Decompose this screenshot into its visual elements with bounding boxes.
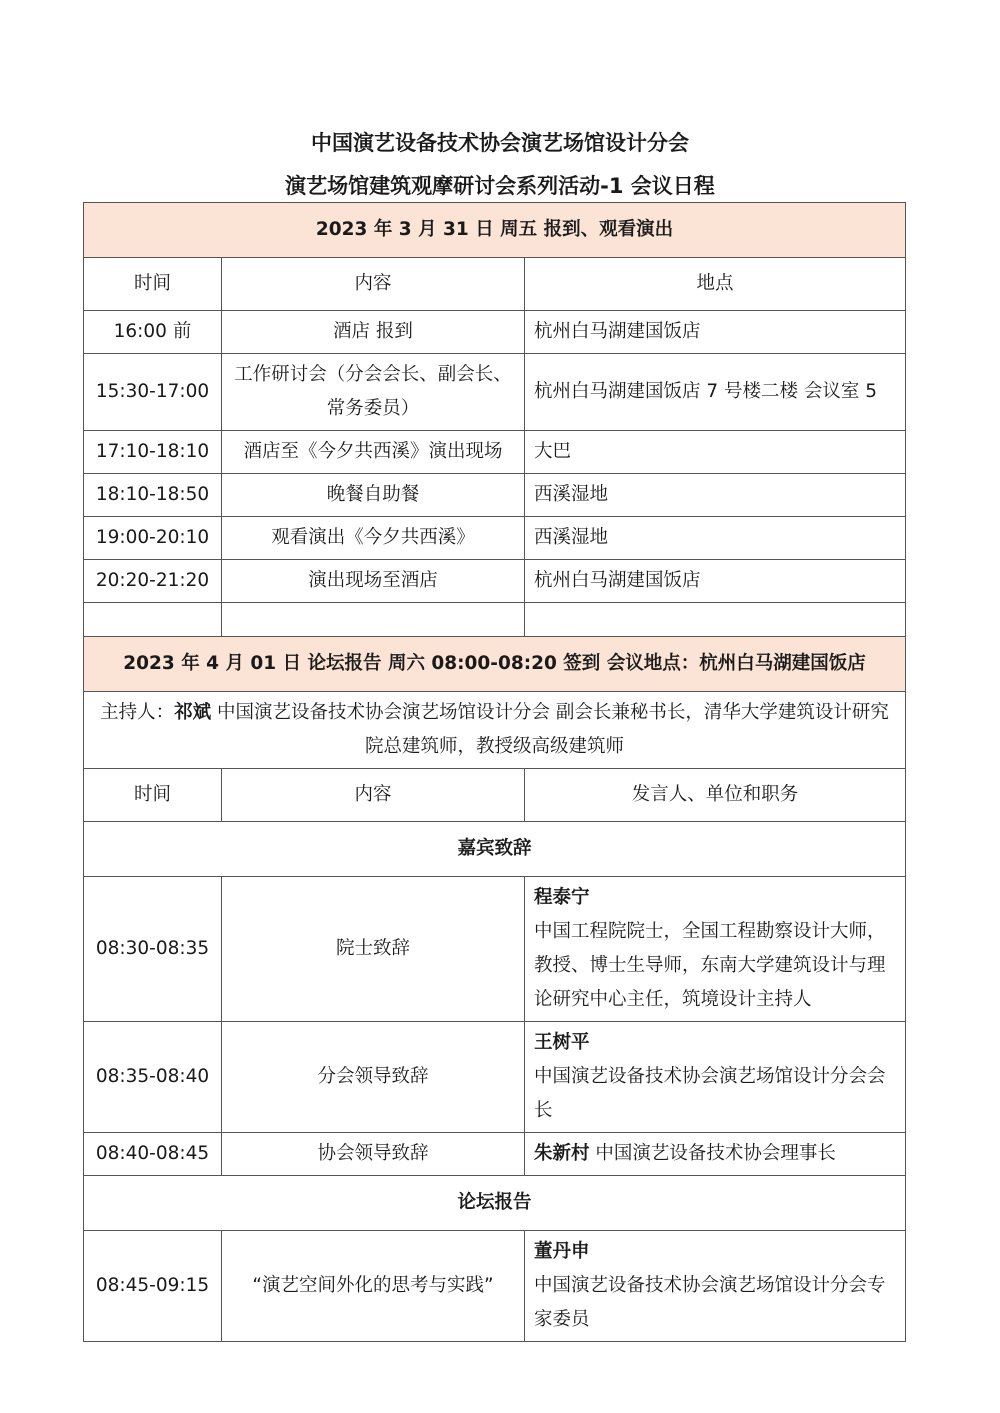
speaker-name: 程泰宁: [534, 887, 590, 908]
speaker-cell: [525, 877, 906, 1022]
row-time: 19:00-20:10: [84, 517, 222, 560]
day2-heading: 2023 年 4 月 01 日 论坛报告 周六 08:00-08:20 签到 会议地点：杭州白马湖建国饭店: [84, 637, 906, 692]
row-time: 08:45-09:15: [84, 1231, 222, 1342]
row-time: 08:40-08:45: [84, 1133, 222, 1176]
row-time: 17:10-18:10: [84, 431, 222, 474]
row-content: 工作研讨会（分会会长、副会长、常务委员）: [222, 354, 525, 431]
section-row: [84, 1176, 906, 1231]
speaker-description: 中国工程院院士，全国工程勘察设计大师，教授、博士生导师，东南大学建筑设计与理论研究中心主任，筑境设计主持人: [534, 921, 886, 1010]
speaker-cell: [525, 1231, 906, 1342]
speaker-description: 中国演艺设备技术协会演艺场馆设计分会会长: [534, 1066, 886, 1121]
host-label: 主持人：: [100, 702, 175, 723]
host-row: [84, 692, 906, 769]
speaker-cell: [525, 1022, 906, 1133]
column-header-time: 时间: [84, 258, 222, 311]
speaker-description: 中国演艺设备技术协会演艺场馆设计分会专家委员: [534, 1275, 886, 1330]
column-header-time: 时间: [84, 769, 222, 822]
empty-cell: [222, 603, 525, 637]
row-time: 08:30-08:35: [84, 877, 222, 1022]
speaker-name: 朱新村: [534, 1143, 590, 1164]
table-row: [84, 517, 906, 560]
row-content: 酒店至《今夕共西溪》演出现场: [222, 431, 525, 474]
row-content: 观看演出《今夕共西溪》: [222, 517, 525, 560]
speaker-name: 王树平: [534, 1032, 590, 1053]
table-row: [84, 354, 906, 431]
document-title-line1: 中国演艺设备技术协会演艺场馆设计分会: [311, 131, 689, 155]
column-header-place: 地点: [525, 258, 906, 311]
column-header-content: 内容: [222, 769, 525, 822]
empty-cell: [525, 603, 906, 637]
row-content: 分会领导致辞: [222, 1022, 525, 1133]
row-time: 16:00 前: [84, 311, 222, 354]
row-content: 酒店 报到: [222, 311, 525, 354]
row-place: 大巴: [525, 431, 906, 474]
row-content: 协会领导致辞: [222, 1133, 525, 1176]
table-row: [84, 560, 906, 603]
section-row: [84, 822, 906, 877]
row-place: 西溪湿地: [525, 517, 906, 560]
empty-cell: [84, 603, 222, 637]
host-description: 中国演艺设备技术协会演艺场馆设计分会 副会长兼秘书长，清华大学建筑设计研究院总建筑师，教授级高级建筑师: [217, 702, 889, 757]
host-cell: [84, 692, 906, 769]
table-row: [84, 474, 906, 517]
day1-heading: 2023 年 3 月 31 日 周五 报到、观看演出: [84, 203, 906, 258]
row-place: 杭州白马湖建国饭店 7 号楼二楼 会议室 5: [525, 354, 906, 431]
row-time: 20:20-21:20: [84, 560, 222, 603]
section-title-guest-speeches: 嘉宾致辞: [84, 822, 906, 877]
host-name: 祁斌: [174, 702, 212, 723]
row-content: 院士致辞: [222, 877, 525, 1022]
row-place: 西溪湿地: [525, 474, 906, 517]
table-row: [84, 431, 906, 474]
table-row: [84, 1231, 906, 1342]
row-content: 演出现场至酒店: [222, 560, 525, 603]
row-place: 杭州白马湖建国饭店: [525, 311, 906, 354]
speaker-name: 董丹申: [534, 1241, 590, 1262]
schedule-table: [83, 202, 906, 1342]
empty-row: [84, 603, 906, 637]
speaker-description: 中国演艺设备技术协会理事长: [595, 1143, 836, 1164]
table-row: [84, 1133, 906, 1176]
row-place: 杭州白马湖建国饭店: [525, 560, 906, 603]
column-header-speaker: 发言人、单位和职务: [525, 769, 906, 822]
table-row: [84, 311, 906, 354]
day2-column-header-row: [84, 769, 906, 822]
row-time: 15:30-17:00: [84, 354, 222, 431]
day1-heading-row: [84, 203, 906, 258]
section-title-forum-reports: 论坛报告: [84, 1176, 906, 1231]
row-time: 08:35-08:40: [84, 1022, 222, 1133]
document-title-line2: 演艺场馆建筑观摩研讨会系列活动-1 会议日程: [285, 174, 715, 198]
column-header-content: 内容: [222, 258, 525, 311]
table-row: [84, 1022, 906, 1133]
row-time: 18:10-18:50: [84, 474, 222, 517]
day1-column-header-row: [84, 258, 906, 311]
table-row: [84, 877, 906, 1022]
speaker-cell: [525, 1133, 906, 1176]
row-content: “演艺空间外化的思考与实践”: [222, 1231, 525, 1342]
day2-heading-row: [84, 637, 906, 692]
row-content: 晚餐自助餐: [222, 474, 525, 517]
